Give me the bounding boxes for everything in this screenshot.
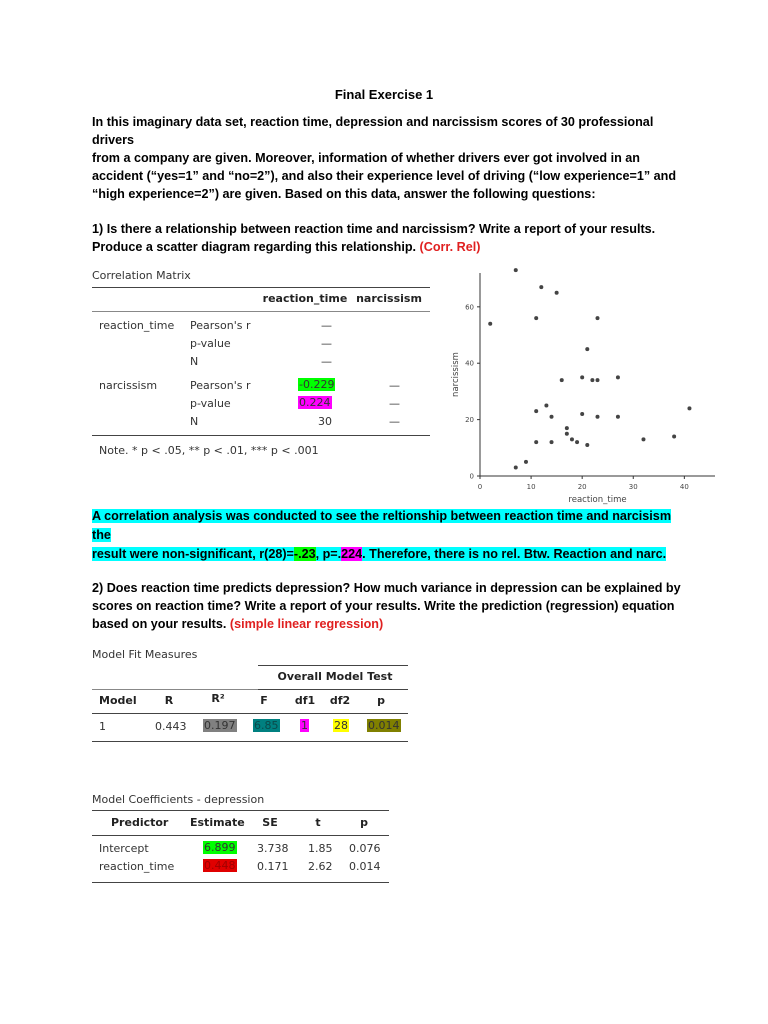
x-tick-label: 10 bbox=[526, 483, 536, 491]
answer-1-text: result were non-significant, r(28)= bbox=[92, 547, 294, 561]
scatter-point bbox=[534, 440, 538, 444]
table-rule bbox=[92, 287, 430, 288]
scatter-point bbox=[560, 378, 564, 382]
coef-estimate-intercept: 6.899 bbox=[204, 841, 236, 854]
row-label-narcissism: narcissism bbox=[99, 379, 158, 392]
header-t: t bbox=[315, 816, 321, 829]
scatter-point bbox=[596, 415, 600, 419]
x-axis-label: reaction_time bbox=[568, 495, 627, 505]
fit-df1: 1 bbox=[301, 719, 308, 732]
y-tick-label: 20 bbox=[465, 416, 474, 425]
n-value: 30 bbox=[318, 415, 332, 428]
scatter-point bbox=[585, 443, 589, 447]
scatter-point bbox=[575, 440, 579, 444]
page-title: Final Exercise 1 bbox=[334, 87, 434, 102]
header-predictor: Predictor bbox=[111, 816, 169, 829]
cell-dash: — bbox=[389, 415, 400, 428]
stat-label: p-value bbox=[190, 397, 231, 410]
answer-1-text: , p=. bbox=[315, 547, 342, 561]
header-estimate: Estimate bbox=[190, 816, 245, 829]
model-fit-caption: Model Fit Measures bbox=[92, 648, 198, 661]
pearson-r-value: -0.229 bbox=[299, 378, 335, 391]
scatter-point bbox=[565, 426, 569, 430]
scatter-point bbox=[570, 437, 574, 441]
table-rule bbox=[258, 665, 408, 666]
cell-dash: — bbox=[321, 319, 332, 332]
row-label-reaction-time: reaction_time bbox=[99, 319, 175, 332]
scatter-point bbox=[550, 415, 554, 419]
coefficients-caption: Model Coefficients - depression bbox=[92, 793, 265, 806]
question-2-line: scores on reaction time? Write a report of your results. Write the prediction (regression) equation bbox=[92, 599, 675, 613]
answer-1 bbox=[92, 507, 678, 564]
intro-paragraph bbox=[92, 113, 682, 203]
table-rule bbox=[92, 882, 389, 883]
table-note: Note. * p < .05, ** p < .01, *** p < .001 bbox=[99, 444, 319, 457]
question-1 bbox=[92, 220, 682, 256]
scatter-point bbox=[565, 432, 569, 436]
coef-predictor: reaction_time bbox=[99, 860, 175, 873]
header-se: SE bbox=[262, 816, 278, 829]
scatter-point bbox=[534, 409, 538, 413]
scatter-point bbox=[539, 285, 543, 289]
coef-estimate-slope: 0.448 bbox=[204, 859, 236, 872]
fit-f: 6.85 bbox=[254, 719, 279, 732]
scatter-point bbox=[544, 404, 548, 408]
y-tick-label: 40 bbox=[465, 359, 474, 368]
coef-t: 1.85 bbox=[308, 842, 333, 855]
cell-dash: — bbox=[389, 397, 400, 410]
question-1-line: 1) Is there a relationship between reaction time and narcissism? Write a report of your results. bbox=[92, 222, 656, 236]
answer-1-p-highlight: 224 bbox=[341, 547, 363, 561]
scatter-point bbox=[616, 415, 620, 419]
x-tick-label: 30 bbox=[628, 483, 638, 491]
answer-1-r-highlight: -.23 bbox=[293, 547, 316, 561]
y-tick-label: 0 bbox=[469, 472, 474, 481]
scatter-point bbox=[641, 437, 645, 441]
scatter-point bbox=[616, 375, 620, 379]
cell-dash: — bbox=[321, 355, 332, 368]
question-2-line: 2) Does reaction time predicts depression? How much variance in depression can be explained by bbox=[92, 581, 681, 595]
scatter-point bbox=[590, 378, 594, 382]
correlation-matrix-caption: Correlation Matrix bbox=[92, 269, 191, 282]
x-tick-label: 40 bbox=[679, 483, 689, 491]
overall-model-test-header: Overall Model Test bbox=[277, 670, 393, 683]
y-tick-label: 60 bbox=[465, 303, 474, 312]
coef-t: 2.62 bbox=[308, 860, 333, 873]
question-1-tag: (Corr. Rel) bbox=[419, 240, 481, 254]
header-df1: df1 bbox=[294, 694, 316, 707]
stat-label: N bbox=[190, 415, 199, 428]
table-rule bbox=[92, 810, 389, 811]
question-2 bbox=[92, 579, 692, 633]
header-f: F bbox=[260, 694, 268, 707]
fit-df2: 28 bbox=[334, 719, 348, 732]
scatter-point bbox=[580, 412, 584, 416]
fit-r2: 0.197 bbox=[204, 719, 236, 732]
coef-se: 3.738 bbox=[257, 842, 289, 855]
answer-1-line bbox=[92, 545, 678, 564]
x-tick-label: 20 bbox=[577, 483, 587, 491]
intro-line: “high experience=2”) are given. Based on this data, answer the following questions: bbox=[92, 187, 596, 201]
coef-p: 0.014 bbox=[349, 860, 381, 873]
column-header-reaction-time: reaction_time bbox=[262, 292, 348, 305]
stat-label: Pearson's r bbox=[190, 379, 251, 392]
header-df2: df2 bbox=[329, 694, 351, 707]
scatter-point bbox=[687, 406, 691, 410]
answer-1-text: A correlation analysis was conducted to see the reltionship between reaction time and narcisism the bbox=[92, 509, 672, 542]
stat-label: N bbox=[190, 355, 199, 368]
cell-dash: — bbox=[389, 379, 400, 392]
intro-line: from a company are given. Moreover, information of whether drivers ever got involved in an bbox=[92, 151, 640, 165]
coef-p: 0.076 bbox=[349, 842, 381, 855]
header-r: R bbox=[164, 694, 174, 707]
answer-1-line bbox=[92, 507, 678, 545]
question-2-tag: (simple linear regression) bbox=[229, 617, 384, 631]
table-rule bbox=[92, 311, 430, 312]
header-p: p bbox=[360, 816, 368, 829]
question-2-text: based on your results. bbox=[92, 617, 230, 631]
fit-model: 1 bbox=[99, 720, 106, 733]
question-2-line bbox=[92, 615, 692, 633]
scatter-plot bbox=[440, 268, 720, 508]
x-tick-label: 0 bbox=[477, 483, 483, 491]
question-1-text: Produce a scatter diagram regarding this relationship. bbox=[92, 240, 420, 254]
table-rule bbox=[92, 741, 408, 742]
table-rule bbox=[92, 835, 389, 836]
fit-p: 0.014 bbox=[368, 719, 400, 732]
table-rule bbox=[92, 435, 430, 436]
answer-1-text: . Therefore, there is no rel. Btw. Reaction and narc. bbox=[362, 547, 667, 561]
coef-predictor: Intercept bbox=[99, 842, 149, 855]
scatter-point bbox=[555, 291, 559, 295]
scatter-point bbox=[596, 378, 600, 382]
scatter-point bbox=[514, 268, 518, 272]
p-value: 0.224 bbox=[299, 396, 331, 409]
intro-line: accident (“yes=1” and “no=2”), and also their experience level of driving (“low experience=1” and bbox=[92, 169, 677, 183]
scatter-point bbox=[580, 375, 584, 379]
y-axis-label: narcissism bbox=[451, 352, 461, 397]
scatter-point bbox=[550, 440, 554, 444]
scatter-point bbox=[672, 435, 676, 439]
table-rule bbox=[92, 713, 408, 714]
table-rule bbox=[258, 689, 408, 690]
scatter-point bbox=[585, 347, 589, 351]
scatter-point bbox=[524, 460, 528, 464]
intro-line: In this imaginary data set, reaction time, depression and narcissism scores of 30 professional drivers bbox=[92, 115, 654, 147]
scatter-point bbox=[488, 322, 492, 326]
stat-label: p-value bbox=[190, 337, 231, 350]
scatter-point bbox=[596, 316, 600, 320]
header-p: p bbox=[377, 694, 385, 707]
question-1-line bbox=[92, 238, 682, 256]
scatter-point bbox=[534, 316, 538, 320]
header-model: Model bbox=[99, 694, 137, 707]
cell-dash: — bbox=[321, 337, 332, 350]
header-r2: R² bbox=[211, 692, 225, 705]
fit-r: 0.443 bbox=[155, 720, 187, 733]
column-header-narcissism: narcissism bbox=[356, 292, 422, 305]
coef-se: 0.171 bbox=[257, 860, 289, 873]
scatter-point bbox=[514, 466, 518, 470]
stat-label: Pearson's r bbox=[190, 319, 251, 332]
